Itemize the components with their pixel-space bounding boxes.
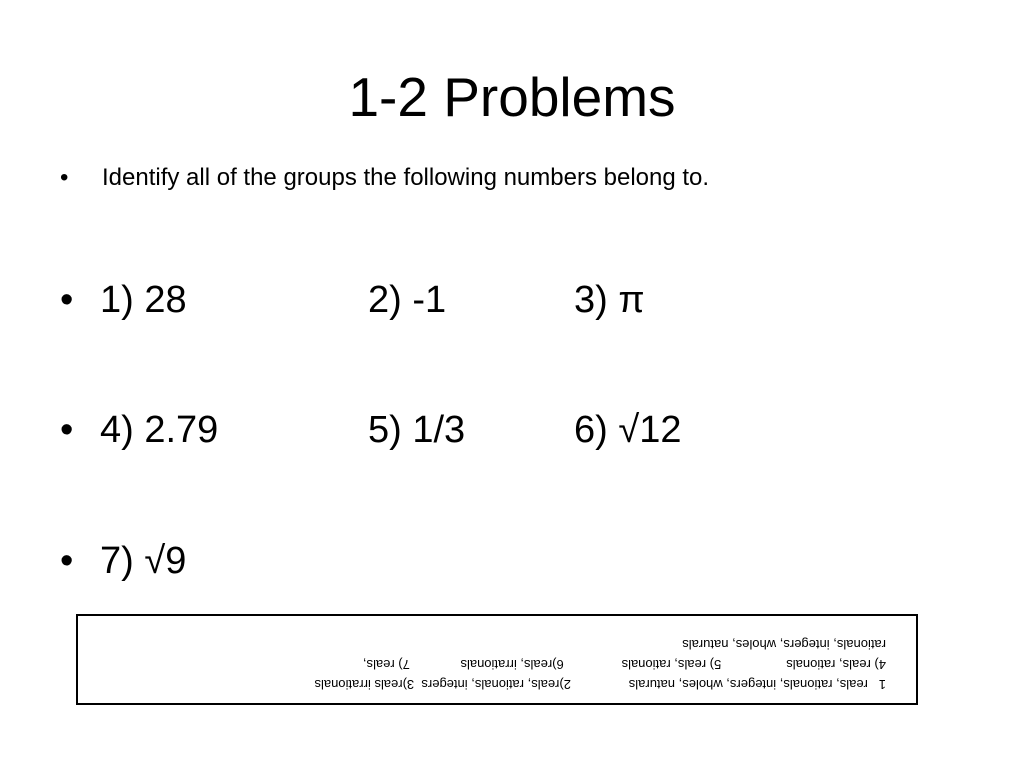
problem-item-4: 4) 2.79: [100, 409, 219, 451]
bullet-icon: •: [60, 540, 74, 582]
problem-item-6: 6) √12: [574, 409, 682, 451]
answer-key-line-2: 4) reals, rationals 5) reals, rationals 6)reals, irrationals 7) reals,: [362, 657, 886, 672]
problem-item-7: 7) √9: [100, 540, 187, 582]
bullet-icon: •: [60, 164, 69, 191]
problem-item-3: 3) π: [574, 279, 645, 321]
answer-key-line-1: 1 reals, rationals, integers, wholes, naturals 2)reals, rationals, integers 3)reals irrationals: [314, 677, 886, 692]
answer-key-box: [76, 614, 918, 705]
bullet-icon: •: [60, 279, 74, 321]
instruction-text: Identify all of the groups the following numbers belong to.: [102, 164, 710, 191]
slide-title: 1-2 Problems: [348, 66, 676, 128]
problem-item-2: 2) -1: [368, 279, 447, 321]
answer-key-line-3: rationals, integers, wholes, naturals: [682, 637, 886, 652]
problem-item-1: 1) 28: [100, 279, 187, 321]
problem-item-5: 5) 1/3: [368, 409, 466, 451]
answer-key-upside-down: [78, 616, 916, 703]
bullet-icon: •: [60, 409, 74, 451]
